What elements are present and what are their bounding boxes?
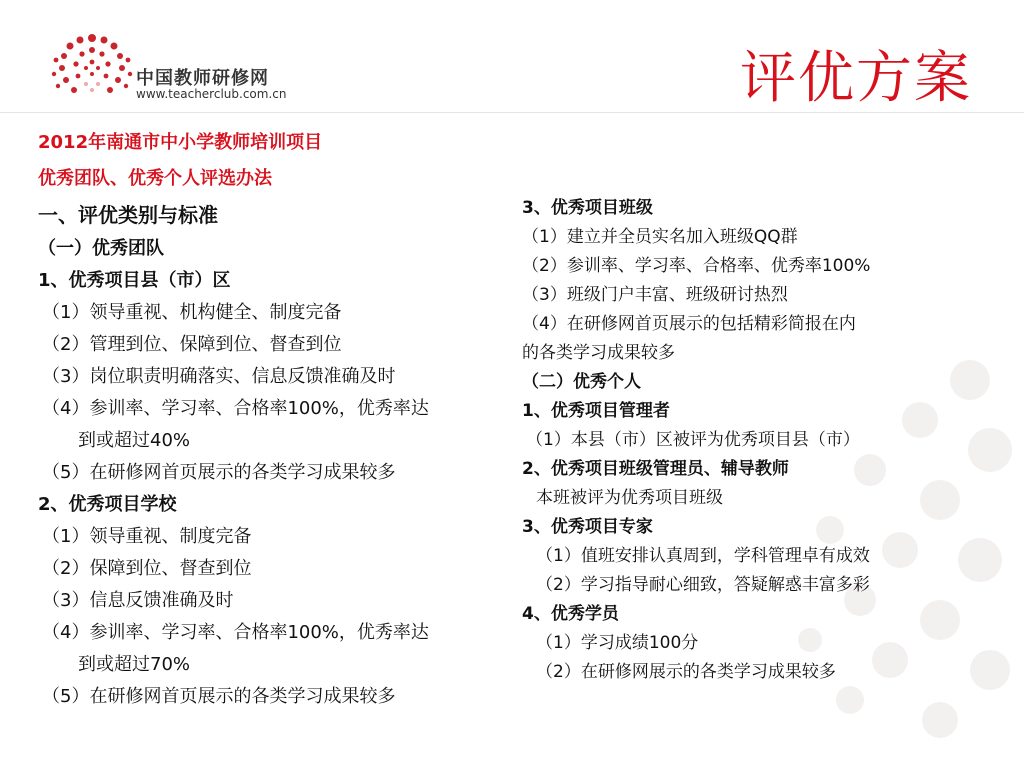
- list-item: （2）管理到位、保障到位、督查到位: [42, 334, 342, 355]
- title-divider: [0, 112, 1024, 113]
- logo-dots-icon: [50, 30, 135, 105]
- list-item-continuation: 到或超过40%: [78, 430, 191, 451]
- list-item: （1）本县（市）区被评为优秀项目县（市）: [526, 430, 860, 450]
- list-item: （3）岗位职责明确落实、信息反馈准确及时: [42, 366, 396, 387]
- list-item: （4）参训率、学习率、合格率100%，优秀率达: [42, 622, 429, 643]
- list-item: （5）在研修网首页展示的各类学习成果较多: [42, 686, 396, 707]
- list-item: （5）在研修网首页展示的各类学习成果较多: [42, 462, 396, 483]
- list-item: （1）领导重视、制度完备: [42, 526, 252, 547]
- list-item: （2）学习指导耐心细致，答疑解惑丰富多彩: [536, 575, 870, 595]
- manager-heading: 1、优秀项目管理者: [522, 401, 670, 421]
- subsection-team: （一）优秀团队: [38, 238, 164, 259]
- class-manager-heading: 2、优秀项目班级管理员、辅导教师: [522, 459, 789, 479]
- list-item: 本班被评为优秀项目班级: [536, 488, 723, 508]
- student-heading: 4、优秀学员: [522, 604, 619, 624]
- list-item-continuation: 到或超过70%: [78, 654, 191, 675]
- list-item-continuation: 的各类学习成果较多: [522, 343, 675, 363]
- county-heading: 1、优秀项目县（市）区: [38, 270, 231, 291]
- subsection-individual: （二）优秀个人: [522, 372, 641, 392]
- list-item: （2）参训率、学习率、合格率、优秀率100%: [522, 256, 871, 276]
- logo-url: www.teacherclub.com.cn: [136, 87, 287, 101]
- class-heading: 3、优秀项目班级: [522, 198, 653, 218]
- right-column: [522, 194, 992, 687]
- school-heading: 2、优秀项目学校: [38, 494, 177, 515]
- list-item: （4）在研修网首页展示的包括精彩简报在内: [522, 314, 856, 334]
- doc-title-2: 优秀团队、优秀个人评选办法: [38, 168, 272, 189]
- section-heading: 一、评优类别与标准: [38, 203, 218, 227]
- list-item: （1）值班安排认真周到，学科管理卓有成效: [536, 546, 870, 566]
- page-title: 评优方案: [740, 46, 972, 111]
- list-item: （4）参训率、学习率、合格率100%，优秀率达: [42, 398, 429, 419]
- list-item: （2）保障到位、督查到位: [42, 558, 252, 579]
- expert-heading: 3、优秀项目专家: [522, 517, 653, 537]
- logo-name: 中国教师研修网: [136, 68, 269, 89]
- list-item: （2）在研修网展示的各类学习成果较多: [536, 662, 836, 682]
- list-item: （1）领导重视、机构健全、制度完备: [42, 302, 342, 323]
- list-item: （1）建立并全员实名加入班级QQ群: [522, 227, 798, 247]
- logo: [50, 30, 310, 105]
- left-column: [38, 125, 518, 713]
- list-item: （3）信息反馈准确及时: [42, 590, 234, 611]
- list-item: （1）学习成绩100分: [536, 633, 699, 653]
- list-item: （3）班级门户丰富、班级研讨热烈: [522, 285, 788, 305]
- doc-title-1: 2012年南通市中小学教师培训项目: [38, 132, 323, 153]
